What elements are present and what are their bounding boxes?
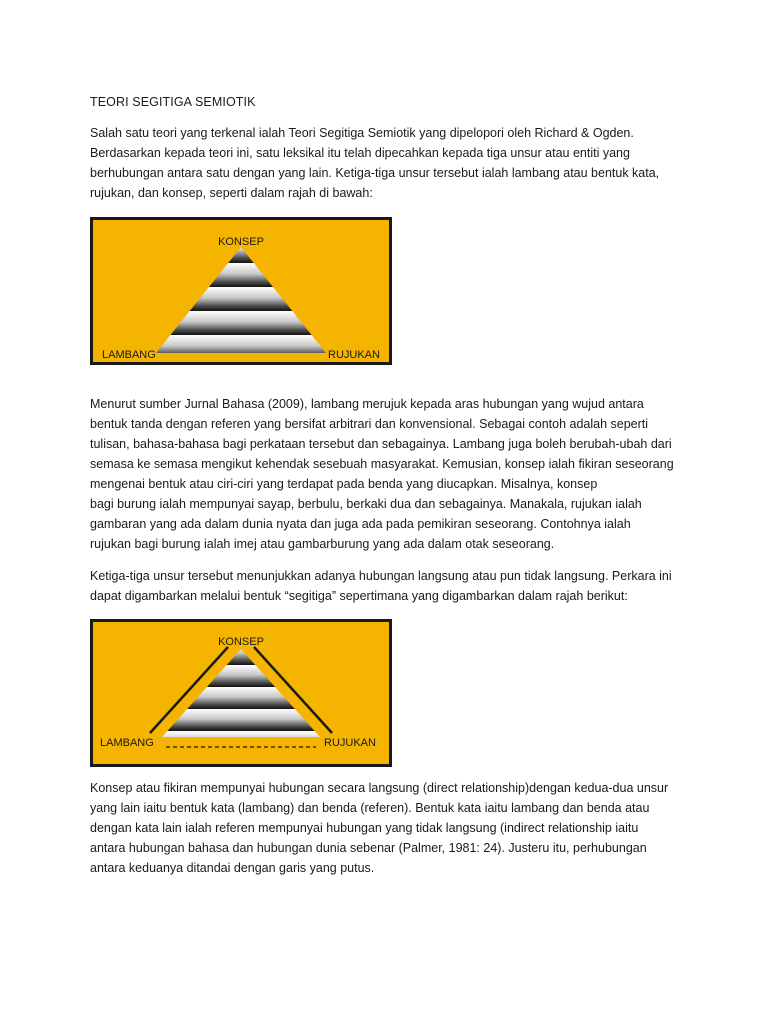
paragraph-line: Berdasarkan kepada teori ini, satu leksikal itu telah dipecahkan kepada tiga unsur atau entiti yang — [90, 146, 630, 160]
paragraph-line: dengan kata lain ialah referen mempunyai hubungan yang tidak langsung (indirect relationship iaitu — [90, 821, 639, 835]
semiotic-triangle-diagram — [90, 217, 392, 365]
label-rujukan: RUJUKAN — [324, 737, 376, 749]
label-lambang: LAMBANG — [100, 737, 154, 749]
paragraph-line: Menurut sumber Jurnal Bahasa (2009), lambang merujuk kepada aras hubungan yang wujud antara — [90, 397, 644, 411]
paragraph-lambang — [90, 394, 690, 554]
paragraph-line: bagi burung ialah mempunyai sayap, berbulu, berkaki dua dan sebagainya. Manakala, rujukan ialah — [90, 497, 642, 511]
label-konsep: KONSEP — [218, 636, 264, 648]
paragraph-line: Konsep atau fikiran mempunyai hubungan secara langsung (direct relationship)dengan kedua-dua unsur — [90, 781, 669, 795]
label-rujukan: RUJUKAN — [328, 349, 380, 361]
paragraph-line: mengenai bentuk atau ciri-ciri yang terdapat pada benda yang diucapkan. Misalnya, konsep — [90, 477, 598, 491]
paragraph-line: bentuk tanda dengan referen yang bersifat arbitrari dan konvensional. Sebagai contoh adalah seperti — [90, 417, 649, 431]
semiotic-triangle-relationship-diagram — [90, 619, 392, 767]
paragraph-line: tulisan, bahasa-bahasa bagi perkataan tersebut dan sebagainya. Lambang juga boleh berubah-ubah dari — [90, 437, 672, 451]
paragraph-konsep-hubungan — [90, 778, 690, 878]
paragraph-line: berhubungan antara satu dengan yang lain. Ketiga-tiga unsur tersebut ialah lambang atau bentuk kata, — [90, 166, 660, 180]
semiotic-triangle-figure — [90, 217, 392, 365]
label-konsep: KONSEP — [218, 236, 264, 248]
paragraph-line: antara keduanya ditandai dengan garis yang putus. — [90, 861, 375, 875]
document-title: TEORI SEGITIGA SEMIOTIK — [90, 95, 256, 109]
label-lambang: LAMBANG — [102, 349, 156, 361]
paragraph-intro — [90, 123, 690, 203]
paragraph-line: dapat digambarkan melalui bentuk “segitiga” sepertimana yang digambarkan dalam rajah berikut: — [90, 589, 628, 603]
paragraph-hubungan — [90, 566, 690, 606]
paragraph-line: yang lain iaitu bentuk kata (lambang) dan benda (referen). Bentuk kata iaitu lambang dan benda atau — [90, 801, 650, 815]
paragraph-line: rujukan bagi burung ialah imej atau gambarburung yang ada dalam otak seseorang. — [90, 537, 555, 551]
paragraph-line: gambaran yang ada dalam dunia nyata dan juga ada pada pemikiran seseorang. Contohnya ialah — [90, 517, 631, 531]
paragraph-line: Ketiga-tiga unsur tersebut menunjukkan adanya hubungan langsung atau pun tidak langsung. Perkara ini — [90, 569, 672, 583]
paragraph-line: Salah satu teori yang terkenal ialah Teori Segitiga Semiotik yang dipelopori oleh Richard & Ogden. — [90, 126, 634, 140]
paragraph-line: semasa ke semasa mengikut kehendak sesebuah masyarakat. Kemusian, konsep ialah fikiran seseorang — [90, 457, 674, 471]
paragraph-line: antara hubungan bahasa dan hubungan dunia sebenar (Palmer, 1981: 24). Justeru itu, perhubungan — [90, 841, 647, 855]
semiotic-triangle-relationship-figure — [90, 619, 392, 767]
paragraph-line: rujukan, dan konsep, seperti dalam rajah di bawah: — [90, 186, 373, 200]
